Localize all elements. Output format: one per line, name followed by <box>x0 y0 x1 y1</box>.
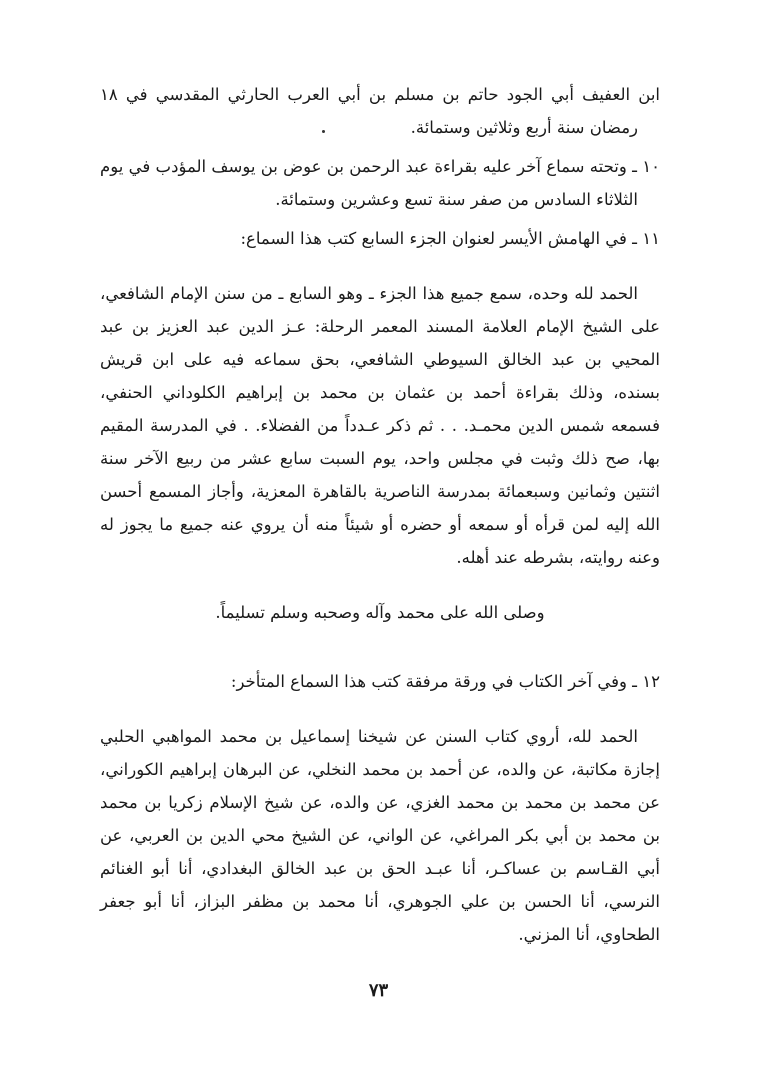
item-11-heading-text: ١١ ـ في الهامش الأيسر لعنوان الجزء السابع كتب هذا السماع: <box>240 229 660 248</box>
item-11-heading <box>100 222 660 255</box>
paragraph-continuation <box>100 78 660 144</box>
paragraph-continuation-text: ابن العفيف أبي الجود حاتم بن مسلم بن أبي العرب الحارثي المقدسي في ١٨ رمضان سنة أربع وثلاثين وستمائة. <box>100 85 660 137</box>
page-body <box>100 78 660 951</box>
closing-prayer: وصلى الله على محمد وآله وصحبه وسلم تسليماً. <box>215 603 545 622</box>
item-12-heading <box>100 665 660 698</box>
page-number: ٧٣ <box>368 980 389 1001</box>
samaa-text-12: الحمد لله، أروي كتاب السنن عن شيخنا إسماعيل بن محمد المواهبي الحلبي إجازة مكاتبة، عن والده، عن أحمد بن محمد النخلي، عن البرهان إبراهيم الكوراني، عن محمد بن محمد بن محمد الغزي، عن والده، عن شيخ الإسلام زكريا بن محمد بن محمد بن أبي بكر المراغي، عن الواني، عن الشيخ محي الدين بن العربي، عن أبي القـاسم بن عساكـر، أنا عبـد الحق بن عبد الخالق البغدادي، أنا أبو الغنائم النرسي، أنا الحسن بن علي الجوهري، أنا محمد بن مظفر البزاز، أنا أبو جعفر الطحاوي، أنا المزني. <box>100 727 660 944</box>
item-10 <box>100 150 660 216</box>
scan-speck <box>322 130 325 133</box>
samaa-text-11: الحمد لله وحده، سمع جميع هذا الجزء ـ وهو السابع ـ من سنن الإمام الشافعي، على الشيخ الإمام العلامة المسند المعمر الرحلة: عـز الدين عبد العزيز بن عبد المحيي بن عبد الخالق السيوطي الشافعي، بحق سماعه فيه على ابن قريش بسنده، وذلك بقراءة أحمد بن عثمان بن محمد بن إبراهيم الكلوداني الحنفي، فسمعه شمس الدين محمـد. . . ثم ذكر عـدداً من الفضلاء. . في المدرسة المقيم بها، صح ذلك وثبت في مجلس واحد، يوم السبت سابع عشر من ربيع الآخر سنة اثنتين وثمانين وسبعمائة بمدرسة الناصرية بالقاهرة المعزية، وأجاز المسمع أحسن الله إليه لمن قرأه أو سمعه أو حضره أو شيئاً منه أن يروي عنه جميع ما يجوز له وعنه روايته، بشرطه عند أهله. <box>100 284 660 567</box>
item-12-heading-text: ١٢ ـ وفي آخر الكتاب في ورقة مرفقة كتب هذا السماع المتأخر: <box>230 672 660 691</box>
item-10-text: ١٠ ـ وتحته سماع آخر عليه بقراءة عبد الرحمن بن عوض بن يوسف المؤدب في يوم الثلاثاء السادس من صفر سنة تسع وعشرين وستمائة. <box>100 157 660 209</box>
